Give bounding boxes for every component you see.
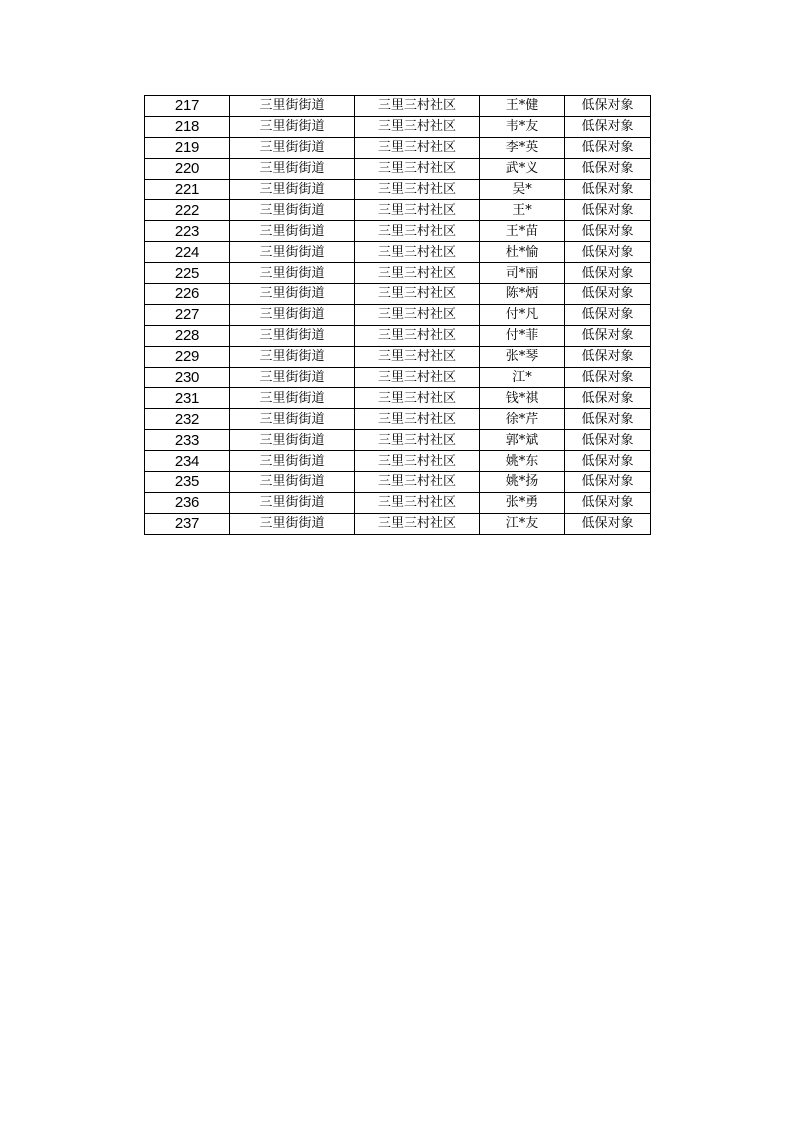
table-row [145,304,651,325]
community-cell: 三里三村社区 [355,200,480,221]
person-name-cell: 李*英 [480,137,565,158]
street-cell: 三里街街道 [230,263,355,284]
community-cell: 三里三村社区 [355,179,480,200]
table-row [145,367,651,388]
roster-table [144,95,651,535]
row-number-cell: 225 [145,263,230,284]
assistance-type-cell: 低保对象 [565,200,651,221]
community-cell: 三里三村社区 [355,513,480,534]
assistance-type-cell: 低保对象 [565,179,651,200]
person-name-cell: 江* [480,367,565,388]
assistance-type-cell: 低保对象 [565,242,651,263]
community-cell: 三里三村社区 [355,137,480,158]
table-row [145,242,651,263]
person-name-cell: 杜*愉 [480,242,565,263]
row-number-cell: 220 [145,158,230,179]
community-cell: 三里三村社区 [355,263,480,284]
table-row [145,346,651,367]
street-cell: 三里街街道 [230,451,355,472]
assistance-type-cell: 低保对象 [565,513,651,534]
person-name-cell: 付*凡 [480,304,565,325]
person-name-cell: 付*菲 [480,325,565,346]
table-row [145,409,651,430]
assistance-type-cell: 低保对象 [565,430,651,451]
person-name-cell: 郭*斌 [480,430,565,451]
row-number-cell: 217 [145,96,230,117]
person-name-cell: 钱*祺 [480,388,565,409]
person-name-cell: 张*琴 [480,346,565,367]
street-cell: 三里街街道 [230,158,355,179]
row-number-cell: 223 [145,221,230,242]
community-cell: 三里三村社区 [355,451,480,472]
assistance-type-cell: 低保对象 [565,284,651,305]
table-row [145,221,651,242]
community-cell: 三里三村社区 [355,388,480,409]
assistance-type-cell: 低保对象 [565,492,651,513]
street-cell: 三里街街道 [230,430,355,451]
community-cell: 三里三村社区 [355,472,480,493]
person-name-cell: 王*苗 [480,221,565,242]
table-row [145,137,651,158]
assistance-type-cell: 低保对象 [565,325,651,346]
assistance-type-cell: 低保对象 [565,304,651,325]
person-name-cell: 姚*扬 [480,472,565,493]
table-row [145,451,651,472]
street-cell: 三里街街道 [230,284,355,305]
table-row [145,179,651,200]
community-cell: 三里三村社区 [355,346,480,367]
street-cell: 三里街街道 [230,137,355,158]
row-number-cell: 234 [145,451,230,472]
community-cell: 三里三村社区 [355,242,480,263]
table-row [145,284,651,305]
row-number-cell: 226 [145,284,230,305]
assistance-type-cell: 低保对象 [565,472,651,493]
row-number-cell: 230 [145,367,230,388]
table-row [145,513,651,534]
community-cell: 三里三村社区 [355,367,480,388]
community-cell: 三里三村社区 [355,158,480,179]
street-cell: 三里街街道 [230,492,355,513]
assistance-type-cell: 低保对象 [565,137,651,158]
community-cell: 三里三村社区 [355,430,480,451]
street-cell: 三里街街道 [230,96,355,117]
street-cell: 三里街街道 [230,325,355,346]
person-name-cell: 司*丽 [480,263,565,284]
community-cell: 三里三村社区 [355,409,480,430]
assistance-type-cell: 低保对象 [565,221,651,242]
street-cell: 三里街街道 [230,221,355,242]
street-cell: 三里街街道 [230,242,355,263]
row-number-cell: 224 [145,242,230,263]
assistance-type-cell: 低保对象 [565,346,651,367]
person-name-cell: 韦*友 [480,116,565,137]
table-row [145,388,651,409]
table-row [145,492,651,513]
table-row [145,430,651,451]
street-cell: 三里街街道 [230,346,355,367]
person-name-cell: 姚*东 [480,451,565,472]
community-cell: 三里三村社区 [355,325,480,346]
assistance-type-cell: 低保对象 [565,367,651,388]
row-number-cell: 232 [145,409,230,430]
table-row [145,158,651,179]
street-cell: 三里街街道 [230,367,355,388]
row-number-cell: 237 [145,513,230,534]
street-cell: 三里街街道 [230,409,355,430]
street-cell: 三里街街道 [230,472,355,493]
assistance-type-cell: 低保对象 [565,263,651,284]
table-row [145,96,651,117]
roster-table-body [145,96,651,535]
person-name-cell: 张*勇 [480,492,565,513]
table-row [145,325,651,346]
community-cell: 三里三村社区 [355,96,480,117]
table-row [145,263,651,284]
street-cell: 三里街街道 [230,388,355,409]
row-number-cell: 235 [145,472,230,493]
street-cell: 三里街街道 [230,304,355,325]
assistance-type-cell: 低保对象 [565,158,651,179]
person-name-cell: 吴* [480,179,565,200]
community-cell: 三里三村社区 [355,284,480,305]
person-name-cell: 徐*芹 [480,409,565,430]
street-cell: 三里街街道 [230,513,355,534]
community-cell: 三里三村社区 [355,221,480,242]
assistance-type-cell: 低保对象 [565,451,651,472]
row-number-cell: 228 [145,325,230,346]
person-name-cell: 王*健 [480,96,565,117]
street-cell: 三里街街道 [230,116,355,137]
row-number-cell: 231 [145,388,230,409]
assistance-type-cell: 低保对象 [565,409,651,430]
row-number-cell: 227 [145,304,230,325]
street-cell: 三里街街道 [230,200,355,221]
table-row [145,472,651,493]
assistance-type-cell: 低保对象 [565,388,651,409]
row-number-cell: 219 [145,137,230,158]
person-name-cell: 陈*炳 [480,284,565,305]
street-cell: 三里街街道 [230,179,355,200]
community-cell: 三里三村社区 [355,304,480,325]
table-row [145,116,651,137]
row-number-cell: 218 [145,116,230,137]
assistance-type-cell: 低保对象 [565,96,651,117]
person-name-cell: 王* [480,200,565,221]
person-name-cell: 武*义 [480,158,565,179]
row-number-cell: 236 [145,492,230,513]
community-cell: 三里三村社区 [355,116,480,137]
person-name-cell: 江*友 [480,513,565,534]
row-number-cell: 222 [145,200,230,221]
row-number-cell: 229 [145,346,230,367]
row-number-cell: 221 [145,179,230,200]
row-number-cell: 233 [145,430,230,451]
assistance-type-cell: 低保对象 [565,116,651,137]
community-cell: 三里三村社区 [355,492,480,513]
table-row [145,200,651,221]
